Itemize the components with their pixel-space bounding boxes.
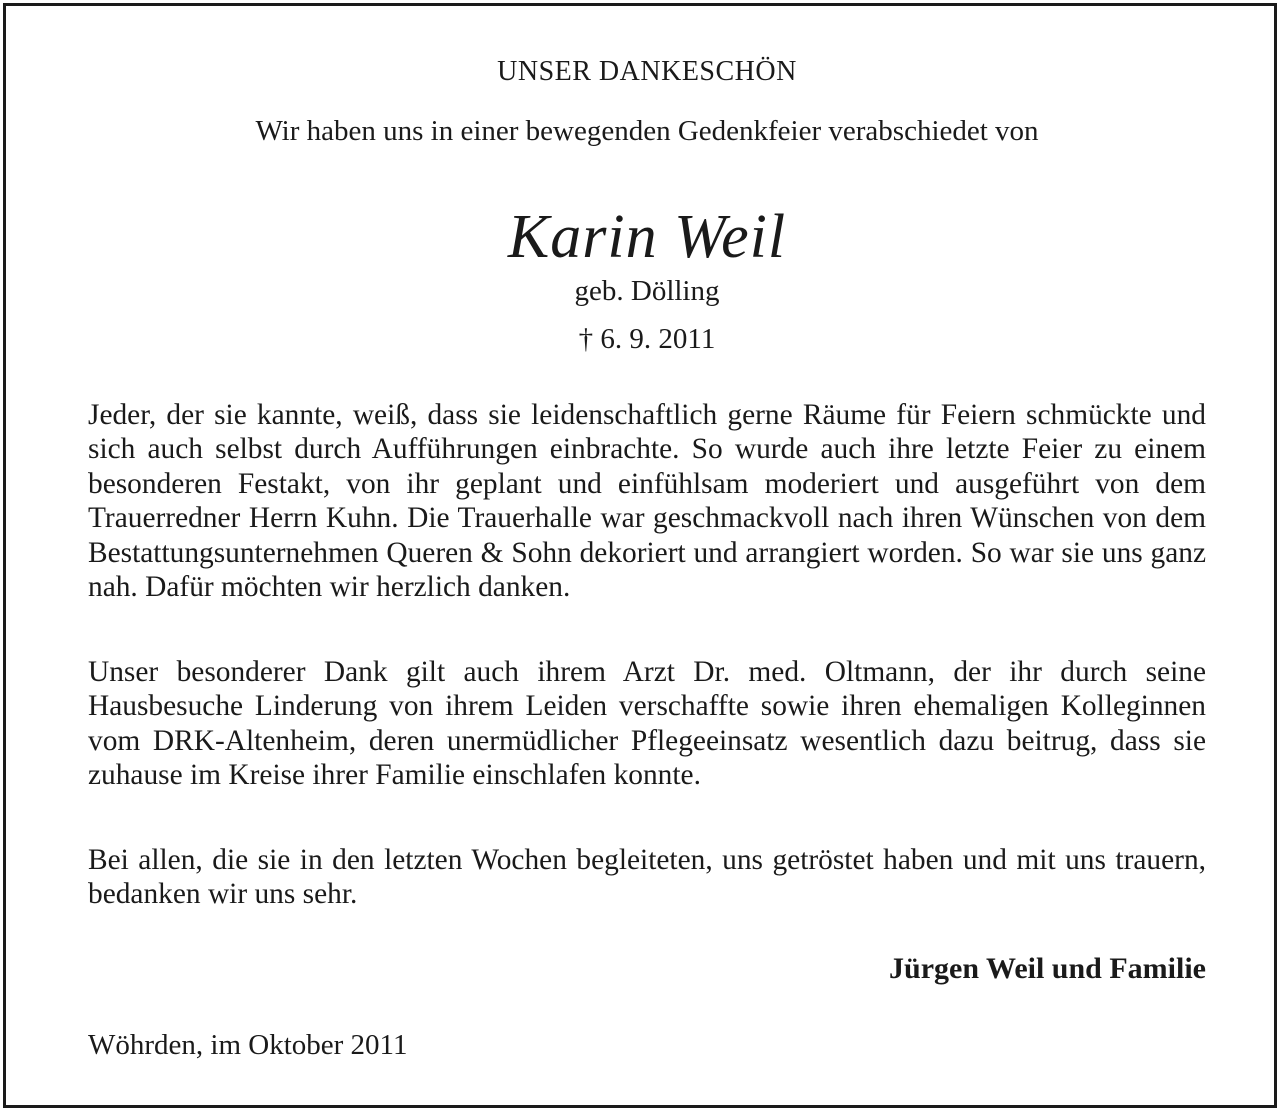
notice-heading: UNSER DANKESCHÖN: [497, 56, 797, 87]
death-date: † 6. 9. 2011: [578, 323, 716, 355]
paragraph-thanks-ceremony: Jeder, der sie kannte, weiß, dass sie leidenschaftlich gerne Räume für Feiern schmückte und sich auch selbst durch Aufführungen einbrachte. So wurde auch ihre letzte Feier zu einem besonderen Festakt, von ihr geplant und einfühlsam moderiert und ausgeführt von dem Trauerredner Herrn Kuhn. Die Trauerhalle war geschmackvoll nach ihren Wünschen von dem Bestattungsunternehmen Queren & Sohn dekoriert und arrangiert worden. So war sie uns ganz nah. Dafür möchten wir herzlich danken.: [88, 399, 1206, 604]
notice-frame: [3, 3, 1277, 1108]
place-date: Wöhrden, im Oktober 2011: [88, 1029, 408, 1061]
paragraph-thanks-care: Unser besonderer Dank gilt auch ihrem Arzt Dr. med. Oltmann, der ihr durch seine Hausbesuche Linderung von ihrem Leiden verschaffte sowie ihren ehemaligen Kolleginnen vom DRK-Altenheim, deren unermüdlicher Pflegeeinsatz wesentlich dazu beitrug, dass sie zuhause im Kreise ihrer Familie einschlafen konnte.: [88, 656, 1206, 792]
deceased-name: Karin Weil: [507, 203, 787, 271]
signature: Jürgen Weil und Familie: [889, 952, 1206, 985]
notice-intro: Wir haben uns in einer bewegenden Gedenkfeier verabschiedet von: [255, 115, 1039, 147]
maiden-name: geb. Dölling: [574, 275, 720, 307]
paragraph-thanks-all: Bei allen, die sie in den letzten Wochen begleiteten, uns getröstet haben und mit uns trauern, bedanken wir uns sehr.: [88, 844, 1206, 911]
